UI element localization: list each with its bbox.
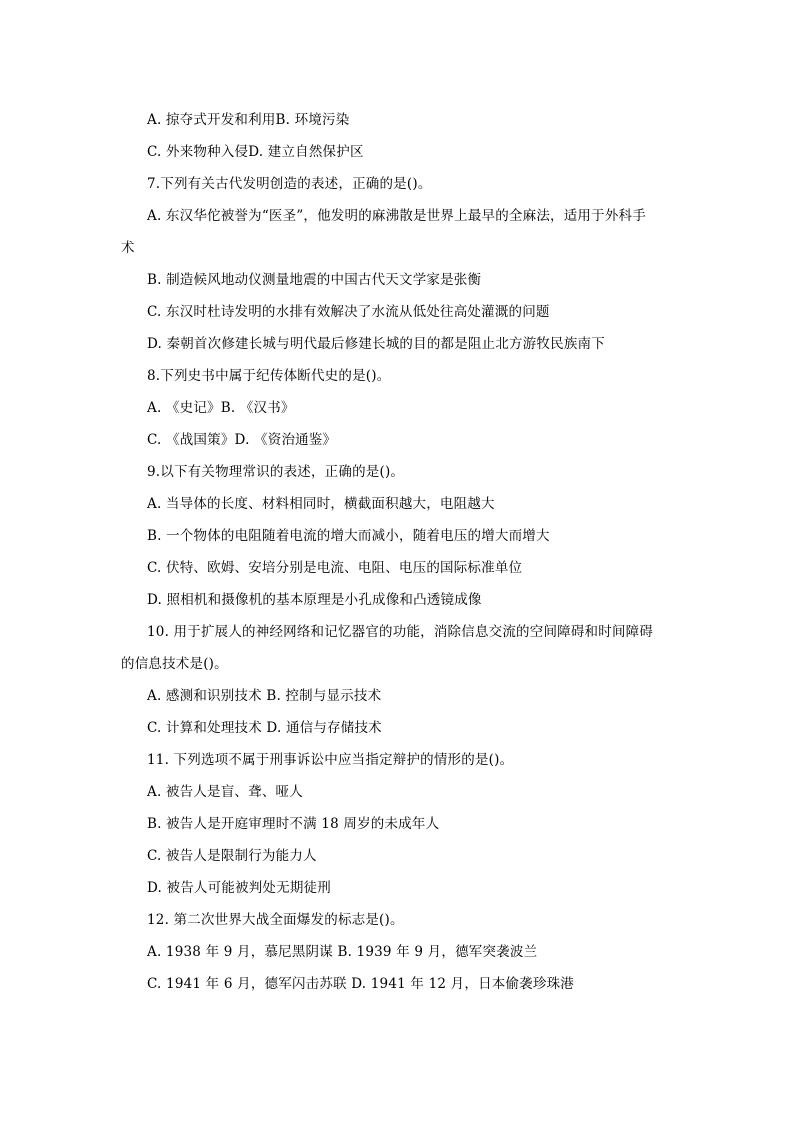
option-7a-continued: 术 (121, 240, 135, 256)
option-10c-10d: C. 计算和处理技术 D. 通信与存储技术 (147, 720, 382, 736)
option-10a-10b: A. 感测和识别技术 B. 控制与显示技术 (147, 688, 382, 704)
option-8a-8b: A. 《史记》B. 《汉书》 (147, 400, 295, 416)
option-6a-6b: A. 掠夺式开发和利用B. 环境污染 (147, 112, 350, 128)
question-9: 9.以下有关物理常识的表述，正确的是()。 (147, 464, 405, 480)
option-11d: D. 被告人可能被判处无期徒刑 (147, 880, 331, 896)
question-10-continued: 的信息技术是()。 (121, 656, 228, 672)
option-11a: A. 被告人是盲、聋、哑人 (147, 784, 303, 800)
option-12a-12b: A. 1938 年 9 月，慕尼黑阴谋 B. 1939 年 9 月，德军突袭波兰 (147, 944, 538, 960)
option-7d: D. 秦朝首次修建长城与明代最后修建长城的目的都是阻止北方游牧民族南下 (147, 336, 605, 352)
option-6c-6d: C. 外来物种入侵D. 建立自然保护区 (147, 144, 364, 160)
option-12c-12d: C. 1941 年 6 月，德军闪击苏联 D. 1941 年 12 月，日本偷袭珍珠港 (147, 976, 574, 992)
question-10: 10. 用于扩展人的神经网络和记忆器官的功能，消除信息交流的空间障碍和时间障碍 (147, 624, 654, 640)
question-12: 12. 第二次世界大战全面爆发的标志是()。 (147, 912, 404, 928)
option-7b: B. 制造候风地动仪测量地震的中国古代天文学家是张衡 (147, 272, 482, 288)
option-8c-8d: C. 《战国策》D. 《资治通鉴》 (147, 432, 337, 448)
option-11c: C. 被告人是限制行为能力人 (147, 848, 317, 864)
option-9c: C. 伏特、欧姆、安培分别是电流、电阻、电压的国际标准单位 (147, 560, 523, 576)
option-9b: B. 一个物体的电阻随着电流的增大而减小，随着电压的增大而增大 (147, 528, 550, 544)
question-8: 8.下列史书中属于纪传体断代史的是()。 (147, 368, 391, 384)
option-9d: D. 照相机和摄像机的基本原理是小孔成像和凸透镜成像 (147, 592, 482, 608)
option-9a: A. 当导体的长度、材料相同时，横截面积越大，电阻越大 (147, 496, 495, 512)
option-11b: B. 被告人是开庭审理时不满 18 周岁的未成年人 (147, 816, 440, 832)
question-11: 11. 下列选项不属于刑事诉讼中应当指定辩护的情形的是()。 (147, 752, 514, 768)
question-7: 7.下列有关古代发明创造的表述，正确的是()。 (147, 176, 432, 192)
option-7a: A. 东汉华佗被誉为“医圣”，他发明的麻沸散是世界上最早的全麻法，适用于外科手 (147, 208, 646, 224)
option-7c: C. 东汉时杜诗发明的水排有效解决了水流从低处往高处灌溉的问题 (147, 304, 550, 320)
